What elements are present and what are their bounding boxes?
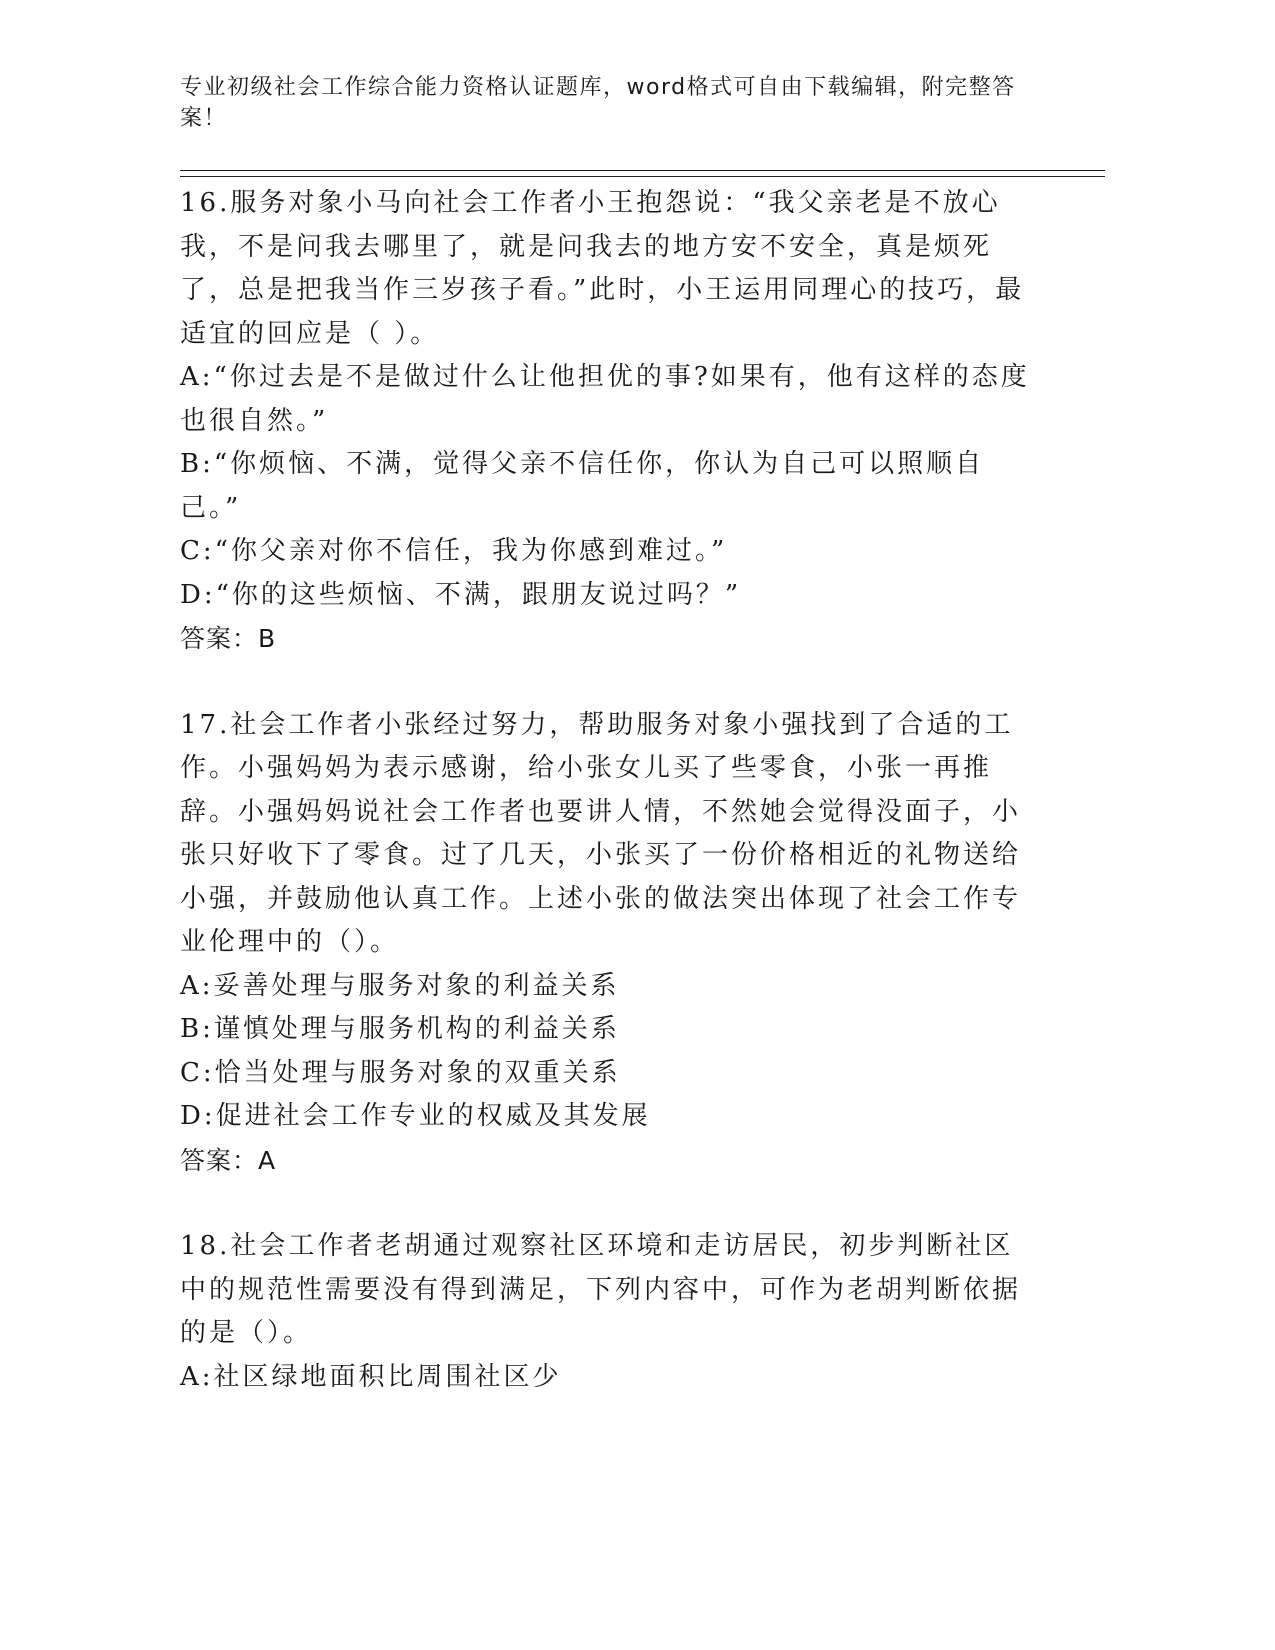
option-a: A:“你过去是不是做过什么让他担优的事?如果有，他有这样的态度也很自然。” <box>180 362 1030 436</box>
option-c: C:“你父亲对你不信任，我为你感到难过。” <box>180 536 728 566</box>
question-18 <box>180 1225 1040 1399</box>
question-text: 17.社会工作者小张经过努力，帮助服务对象小强找到了合适的工作。小强妈妈为表示感谢，给小张女儿买了些零食，小张一再推辞。小强妈妈说社会工作者也要讲人情，不然她会觉得没面子，小张只好收下了零食。过了几天，小张买了一份价格相近的礼物送给小强，并鼓励他认真工作。上述小张的做法突出体现了社会工作专业伦理中的（）。 <box>180 709 1022 957</box>
option-b: B:“你烦恼、不满，觉得父亲不信任你，你认为自己可以照顺自己。” <box>180 449 985 523</box>
spacer <box>180 661 1040 704</box>
option-a: A:妥善处理与服务对象的利益关系 <box>180 970 620 1001</box>
option-d: D:促进社会工作专业的权威及其发展 <box>180 1101 651 1131</box>
question-text: 18.社会工作者老胡通过观察社区环境和走访居民，初步判断社区中的规范性需要没有得到满足，下列内容中，可作为老胡判断依据的是（）。 <box>180 1231 1022 1348</box>
option-c: C:恰当处理与服务对象的双重关系 <box>180 1057 621 1088</box>
page-header: 专业初级社会工作综合能力资格认证题库，word格式可自由下载编辑，附完整答案！ <box>180 75 1016 131</box>
spacer <box>180 1182 1040 1225</box>
header-rule-bottom <box>180 176 1105 177</box>
option-b: B:谨慎处理与服务机构的利益关系 <box>180 1014 620 1044</box>
answer: 答案：A <box>180 1145 277 1175</box>
option-a: A:社区绿地面积比周围社区少 <box>180 1361 562 1392</box>
question-17 <box>180 704 1040 1183</box>
answer: 答案：B <box>180 624 277 653</box>
option-d: D:“你的这些烦恼、不满，跟朋友说过吗？” <box>180 579 742 610</box>
header-rule-top <box>180 170 1105 171</box>
question-text: 16.服务对象小马向社会工作者小王抱怨说：“我父亲老是不放心我，不是问我去哪里了，就是问我去的地方安不安全，真是烦死了，总是把我当作三岁孩子看。”此时，小王运用同理心的技巧，最适宜的回应是（ ）。 <box>180 188 1025 349</box>
question-list <box>180 182 1040 1399</box>
question-16 <box>180 182 1040 661</box>
